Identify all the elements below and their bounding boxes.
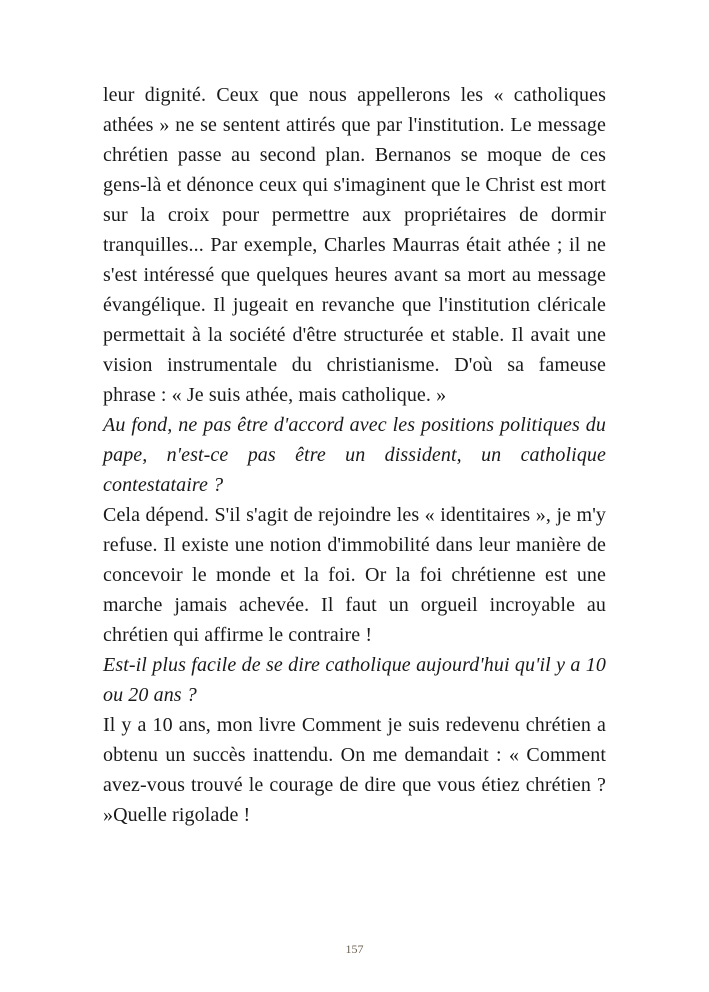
paragraph-interview-question-1: Au fond, ne pas être d'accord avec les positions politiques du pape, n'est-ce pas être un dissident, un catholique contestataire ? [103, 414, 606, 496]
paragraph-interview-question-2: Est-il plus facile de se dire catholique aujourd'hui qu'il y a 10 ou 20 ans ? [103, 654, 606, 706]
page-footer [0, 940, 709, 958]
paragraph-body-1: leur dignité. Ceux que nous appellerons les « catholiques athées » ne se sentent attirés que par l'institution. Le message chrétien passe au second plan. Bernanos se moque de ces gens-là et dénonce ceux qui s'imaginent que le Christ est mort sur la croix pour permettre aux propriétaires de dormir tranquilles... Par exemple, Charles Maurras était athée ; il ne s'est intéressé que quelques heures avant sa mort au message évangélique. Il jugeait en revanche que l'institution cléricale permettait à la société d'être structurée et stable. Il avait une vision instrumentale du christianisme. D'où sa fameuse phrase : « Je suis athée, mais catholique. » [103, 84, 606, 406]
paragraph-body-2: Cela dépend. S'il s'agit de rejoindre les « identitaires », je m'y refuse. Il existe une notion d'immobilité dans leur manière de concevoir le monde et la foi. Or la foi chrétienne est une marche jamais achevée. Il faut un orgueil incroyable au chrétien qui affirme le contraire ! [103, 504, 606, 646]
page-text-block [103, 80, 606, 830]
paragraph-body-3: Il y a 10 ans, mon livre Comment je suis redevenu chrétien a obtenu un succès inattendu. On me demandait : « Comment avez-vous trouvé le courage de dire que vous étiez chrétien ? »Quelle rigolade ! [103, 714, 606, 826]
page-number: 157 [345, 942, 364, 956]
